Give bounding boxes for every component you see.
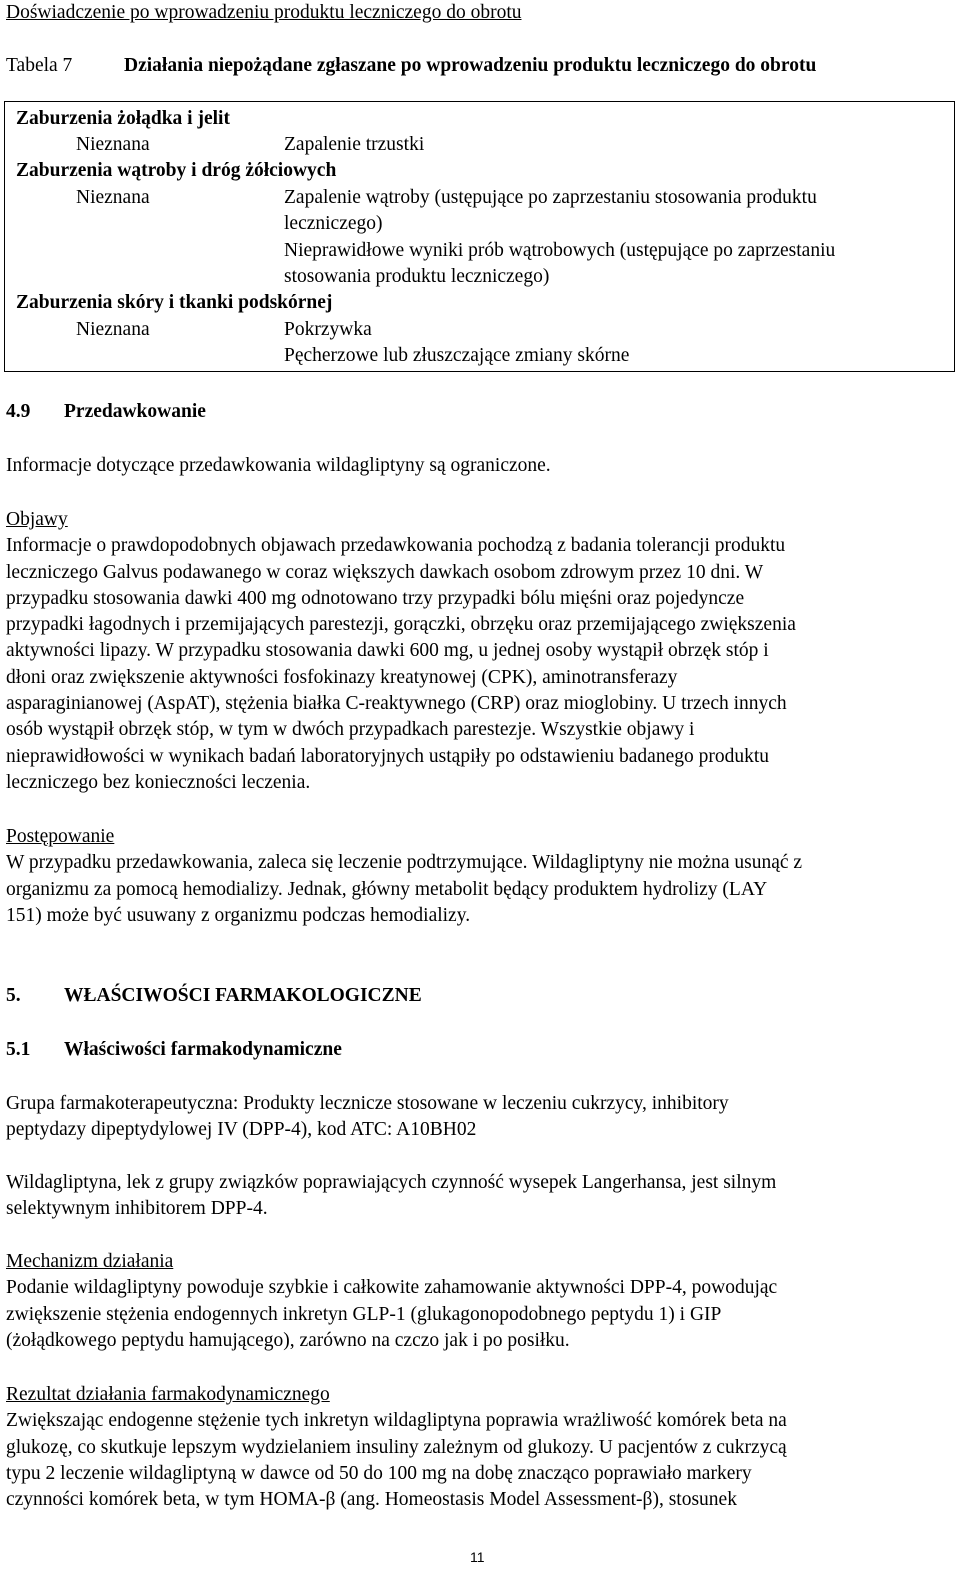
text-line: glukozę, co skutkuje lepszym wydzielaniem insuliny zależnym od glukozy. U pacjentów z cukrzycą [6,1436,787,1458]
reaction-cell: Zapalenie wątroby (ustępujące po zaprzestaniu stosowania produktu [284,187,817,208]
text-line: W przypadku przedawkowania, zaleca się leczenie podtrzymujące. Wildagliptyny nie można usunąć z [6,852,803,874]
reaction-cell: Pęcherzowe lub złuszczające zmiany skórne [284,345,630,366]
text-line: przypadki łagodnych i przemijających parestezji, gorączki, obrzęku oraz przemijającego zwiększenia [6,614,796,636]
reaction-cell: Pokrzywka [284,319,372,340]
text-line: przypadku stosowania dawki 400 mg odnotowano trzy przypadki bólu mięśni oraz pojedyncze [6,587,745,609]
objawy-block [6,507,950,796]
frequency-cell: Nieznana [76,187,150,208]
text-line: organizmu za pomocą hemodializy. Jednak, główny metabolit będący produktem hydrolizy (LAY [6,878,768,900]
text-line: peptydazy dipeptydylowej IV (DPP-4), kod ATC: A10BH02 [6,1119,477,1141]
text-line: Informacje o prawdopodobnych objawach przedawkowania pochodzą z badania tolerancji produktu [6,535,786,557]
wildagliptyna-block [6,1170,950,1223]
postepowanie-block [6,824,950,929]
text-line: (żołądkowego peptydu hamującego), zarówno na czczo jak i po posiłku. [6,1329,570,1351]
section-number: 5. [6,985,21,1006]
objawy-heading: Objawy [6,509,68,530]
header-link[interactable]: Doświadczenie po wprowadzeniu produktu leczniczego do obrotu [6,2,522,23]
section-number: 4.9 [6,401,31,422]
text-line: selektywnym inhibitorem DPP-4. [6,1198,268,1220]
soc-heading: Zaburzenia żołądka i jelit [16,108,230,129]
section-title: Właściwości farmakodynamiczne [64,1039,342,1060]
text-line: Grupa farmakoterapeutyczna: Produkty lecznicze stosowane w leczeniu cukrzycy, inhibitory [6,1093,729,1114]
intro-text: Informacje dotyczące przedawkowania wildagliptyny są ograniczone. [6,455,551,476]
grupa-block [6,1091,950,1144]
text-line: 151) może być usuwany z organizmu podczas hemodializy. [6,904,471,926]
section-number: 5.1 [6,1039,31,1060]
soc-heading: Zaburzenia skóry i tkanki podskórnej [16,292,333,313]
section-title: Przedawkowanie [64,401,206,422]
table-label: Tabela 7 [6,55,73,76]
section-title: WŁAŚCIWOŚCI FARMAKOLOGICZNE [64,985,422,1006]
mechanizm-block [6,1249,950,1354]
postepowanie-heading: Postępowanie [6,826,115,847]
mechanizm-heading: Mechanizm działania [6,1251,174,1272]
reaction-cell: leczniczego) [284,213,383,234]
text-line: czynności komórek beta, w tym HOMA-β (ang. Homeostasis Model Assessment-β), stosunek [6,1489,737,1511]
reaction-cell: stosowania produktu leczniczego) [284,266,550,287]
text-line: asparaginianowej (AspAT), stężenia białka C-reaktywnego (CRP) oraz mioglobiny. U trzech innych [6,693,787,715]
reaction-cell: Zapalenie trzustki [284,134,425,155]
text-line: nieprawidłowości w wynikach badań laboratoryjnych ustąpiły po odstawieniu badanego produktu [6,745,770,767]
page-number: 11 [470,1549,485,1565]
rezultat-block [6,1382,950,1513]
rezultat-heading: Rezultat działania farmakodynamicznego [6,1384,330,1405]
text-line: aktywności lipazy. W przypadku stosowania dawki 600 mg, u jednej osoby wystąpił obrzęk stóp i [6,640,769,662]
adverse-reactions-table [4,101,955,372]
text-line: typu 2 leczenie wildagliptyną w dawce od 50 do 100 mg na dobę znacząco poprawiało markery [6,1462,752,1484]
reaction-cell: Nieprawidłowe wyniki prób wątrobowych (ustępujące po zaprzestaniu [284,240,836,261]
text-line: Zwiększając endogenne stężenie tych inkretyn wildagliptyna poprawia wrażliwość komórek beta na [6,1410,787,1432]
soc-heading: Zaburzenia wątroby i dróg żółciowych [16,160,337,181]
text-line: Podanie wildagliptyny powoduje szybkie i całkowite zahamowanie aktywności DPP-4, powodując [6,1277,778,1299]
frequency-cell: Nieznana [76,134,150,155]
text-line: leczniczego bez konieczności leczenia. [6,771,311,793]
text-line: leczniczego Galvus podawanego w coraz większych dawkach osobom zdrowym przez 10 dni. W [6,561,764,583]
text-line: Wildagliptyna, lek z grupy związków poprawiających czynność wysepek Langerhansa, jest silnym [6,1172,777,1193]
text-line: osób wystąpił obrzęk stóp, w tym w dwóch przypadkach parestezje. Wszystkie objawy i [6,719,695,741]
table-title: Działania niepożądane zgłaszane po wprowadzeniu produktu leczniczego do obrotu [124,55,817,76]
text-line: zwiększenie stężenia endogennych inkretyn GLP-1 (glukagonopodobnego peptydu 1) i GIP [6,1303,722,1325]
text-line: dłoni oraz zwiększenie aktywności fosfokinazy kreatynowej (CPK), aminotransferazy [6,666,678,688]
frequency-cell: Nieznana [76,319,150,340]
